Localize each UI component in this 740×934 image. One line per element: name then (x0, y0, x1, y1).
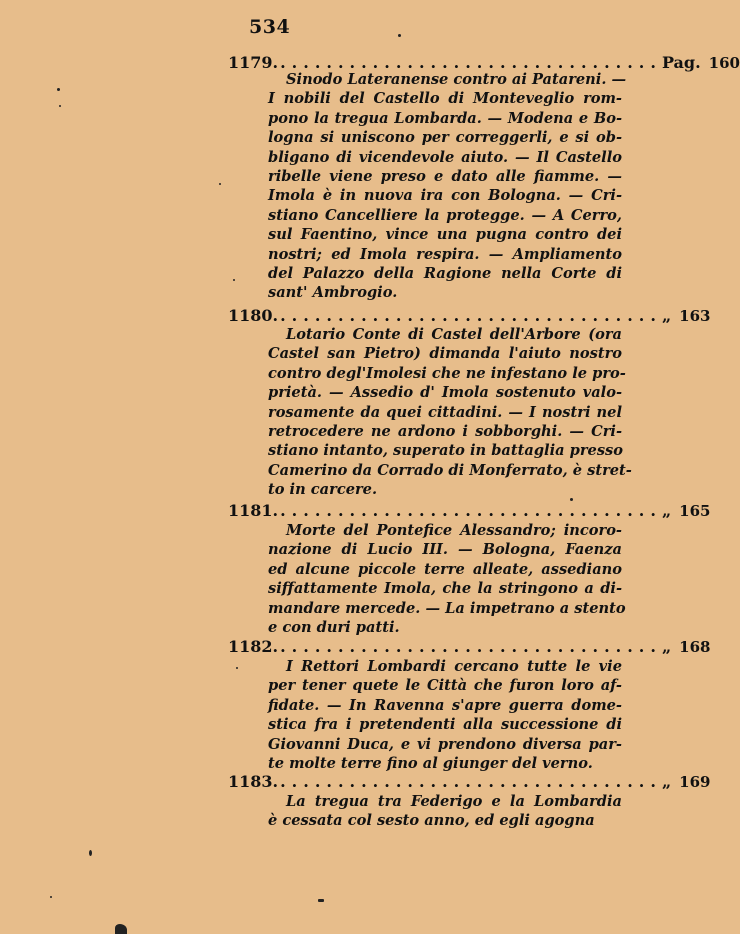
summary-line: stiano intanto, superato in battaglia presso (268, 442, 624, 460)
entry-header (228, 306, 711, 326)
entry-header (228, 637, 711, 657)
index-entry-1179 (228, 53, 740, 303)
scan-speck (59, 105, 61, 107)
summary-line: fidate. — In Ravenna s'apre guerra dome- (268, 696, 622, 714)
page-prefix: „ (661, 306, 672, 325)
summary-line: del Palazzo della Ragione nella Corte di (268, 265, 622, 283)
summary-line: bligano di vicendevole aiuto. — Il Castello (268, 148, 622, 166)
summary-line: Lotario Conte di Castel dell'Arbore (ora (286, 326, 622, 343)
summary-line: ed alcune piccole terre alleate, assediano (268, 560, 622, 578)
entry-year: 1180. (228, 306, 279, 325)
dot-leader: ................................. (280, 53, 662, 72)
page-prefix: „ (661, 501, 672, 520)
summary-line: Camerino da Corrado di Monferrato, è stret- (268, 461, 632, 479)
summary-line: stica fra i pretendenti alla successione di (268, 716, 622, 734)
summary-line: to in carcere. (268, 481, 378, 499)
summary-line: contro degl'Imolesi che ne infestano le pro- (268, 364, 626, 382)
summary-line: siffattamente Imola, che la stringono a di- (268, 580, 622, 598)
index-entry-1181 (228, 501, 711, 637)
summary-line: pono la tregua Lombarda. — Modena e Bo- (268, 109, 622, 127)
page-prefix: „ (661, 637, 672, 656)
entry-summary (268, 325, 632, 500)
scan-speck (233, 279, 235, 281)
scan-speck (398, 34, 401, 37)
entry-year: 1182. (228, 637, 279, 656)
summary-line: sul Faentino, vince una pugna contro dei (268, 226, 622, 244)
page-reference: 165 (679, 502, 711, 520)
page-number: 534 (249, 16, 291, 38)
entry-year: 1179. (228, 53, 279, 72)
summary-line: Morte del Pontefice Alessandro; incoro- (286, 522, 622, 539)
scan-speck (89, 850, 92, 856)
summary-line: Castel san Pietro) dimanda l'aiuto nostro (268, 345, 622, 363)
entry-header (228, 501, 711, 521)
entry-summary (268, 792, 622, 831)
summary-line: Sinodo Lateranense contro ai Patareni. — (286, 71, 627, 88)
summary-line: stiano Cancelliere la protegge. — A Cerro, (268, 206, 622, 224)
summary-line: I Rettori Lombardi cercano tutte le vie (286, 658, 622, 675)
scan-speck (57, 88, 60, 91)
page-reference: 163 (679, 307, 711, 325)
entry-summary (268, 70, 627, 303)
summary-line: Giovanni Duca, e vi prendono diversa par- (268, 735, 622, 753)
summary-line: e con duri patti. (268, 619, 400, 637)
index-entry-1180 (228, 306, 711, 500)
summary-line: sant' Ambrogio. (268, 284, 398, 302)
entry-year: 1183. (228, 772, 279, 791)
dot-leader: ................................. (280, 306, 662, 325)
scan-speck (236, 667, 238, 669)
summary-line: I nobili del Castello di Monteveglio rom- (268, 90, 622, 108)
summary-line: per tener quete le Città che furon loro af- (268, 677, 622, 695)
summary-line: te molte terre fino al giunger del verno. (268, 755, 593, 773)
summary-line: è cessata col sesto anno, ed egli agogna (268, 812, 595, 830)
entry-year: 1181. (228, 501, 279, 520)
summary-line: nostri; ed Imola respira. — Ampliamento (268, 245, 622, 263)
index-entry-1183 (228, 772, 711, 831)
dot-leader: ................................. (280, 501, 662, 520)
summary-line: logna si uniscono per correggerli, e si ob- (268, 129, 622, 147)
summary-line: rosamente da quei cittadini. — I nostri nel (268, 403, 622, 421)
scan-speck (50, 896, 52, 898)
scan-speck (115, 924, 127, 934)
page-reference: 160 (708, 54, 740, 72)
dot-leader: ................................. (280, 637, 662, 656)
summary-line: mandare mercede. — La impetrano a stento (268, 599, 626, 617)
page-prefix: „ (661, 772, 672, 791)
entry-header (228, 772, 711, 792)
entry-summary (268, 657, 622, 773)
scan-speck (318, 899, 324, 902)
page-reference: 168 (679, 638, 711, 656)
page-prefix: Pag. (661, 53, 701, 72)
dot-leader: ................................. (280, 772, 662, 791)
scan-speck (570, 498, 573, 501)
index-entry-1182 (228, 637, 711, 773)
summary-line: Imola è in nuova ira con Bologna. — Cri- (268, 187, 622, 205)
summary-line: prietà. — Assedio d' Imola sostenuto valo- (268, 384, 622, 402)
page-reference: 169 (679, 773, 711, 791)
summary-line: ribelle viene preso e dato alle fiamme. — (268, 168, 622, 186)
entry-summary (268, 521, 626, 637)
summary-line: La tregua tra Federigo e la Lombardia (286, 793, 622, 810)
summary-line: nazione di Lucio III. — Bologna, Faenza (268, 541, 622, 559)
scan-speck (219, 183, 221, 185)
summary-line: retrocedere ne ardono i sobborghi. — Cri- (268, 423, 622, 441)
